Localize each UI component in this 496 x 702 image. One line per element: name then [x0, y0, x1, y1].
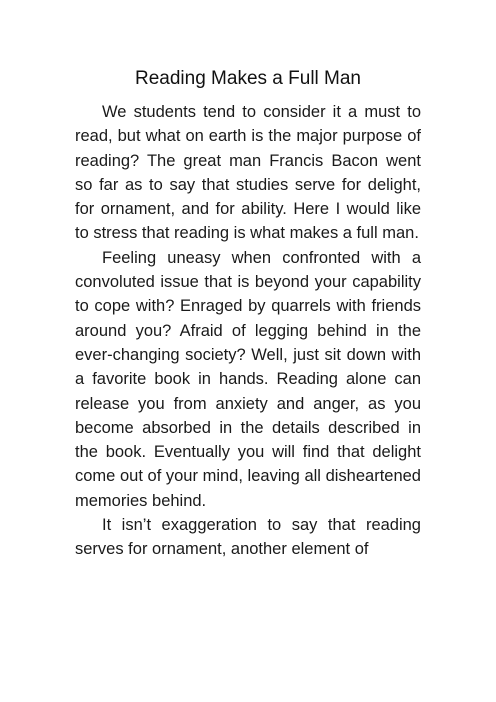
document-body	[75, 100, 421, 562]
paragraph-2: Feeling uneasy when confronted with a convoluted issue that is beyond your capability to cope with? Enraged by quarrels with friends around you? Afraid of legging behind in the ever-changing society? Well, just sit down with a favorite book in hands. Reading alone can release you from anxiety and anger, as you become absorbed in the details described in the book. Eventually you will find that delight come out of your mind, leaving all disheartened memories behind.	[75, 248, 421, 510]
paragraph-3: It isn’t exaggeration to say that reading serves for ornament, another element of	[75, 516, 421, 559]
paragraph-1: We students tend to consider it a must to read, but what on earth is the major purpose of reading? The great man Francis Bacon went so far as to say that studies serve for delight, for ornament, and for ability. Here I would like to stress that reading is what makes a full man.	[75, 103, 421, 243]
document-title: Reading Makes a Full Man	[135, 68, 361, 89]
